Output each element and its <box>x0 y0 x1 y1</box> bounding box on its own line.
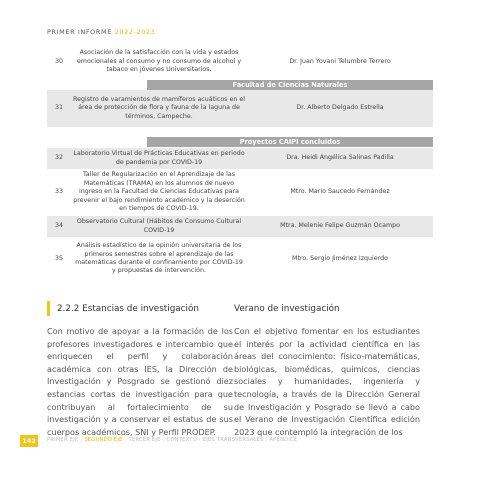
project-title: Laboratorio Virtual de Prácticas Educativas en periodo de pandemia por COVID-19 <box>73 150 245 166</box>
section-header-ciencias: Facultad de Ciencias Naturales <box>147 80 433 90</box>
row-number: 33 <box>54 188 63 196</box>
table-row <box>47 216 433 237</box>
projects-table <box>47 44 433 127</box>
project-responsible: Mtro. Mario Saucedo Fernández <box>290 188 390 196</box>
project-title: Taller de Regularización en el Aprendizaje de las Matemáticas (TRAMA) en los alumnos de nuevo ingreso en la Facultad de Ciencias Educativas para prevenir el bajo rendimiento académico y la deserción en tiempos de COVID-19. <box>73 171 245 213</box>
running-header <box>47 28 155 36</box>
tab-separator: | <box>265 437 268 443</box>
row-number: 31 <box>54 104 63 112</box>
accent-bar <box>47 301 50 316</box>
project-responsible: Dra. Heidi Angélica Salinas Padilla <box>286 154 394 162</box>
footer-tab[interactable]: APÉNDICE <box>269 437 298 443</box>
project-title: Registro de varamientos de mamíferos acuáticos en el área de protección de flora y fauna de la laguna de términos, Campeche. <box>73 95 245 120</box>
footer-tab[interactable]: CONTEXTO <box>166 437 197 443</box>
footer-tab[interactable]: PRIMER EJE <box>47 437 79 443</box>
project-responsible: Dr. Alberto Delgado Estrella <box>296 104 384 112</box>
section-header-caipi: Proyectos CAIPI concluidos <box>147 137 433 147</box>
tab-separator: | <box>124 437 127 443</box>
project-responsible: Mtra. Melenie Felipe Guzmán Ocampo <box>280 222 400 230</box>
tab-separator: | <box>162 437 165 443</box>
body-text-left: Con motivo de apoyar a la formación de los profesores investigadores e intercambio que enriquecen el perfil y colaboración académica con otras IES, la Dirección de Investigación y Posgrado se gestionó diez estancias cortas de investigación para que contribuyan al fortalecimiento de su investigación y a conservar el estatus de sus cuerpos académicos, SNI y Perfil PRODEP. <box>47 326 233 437</box>
project-responsible: Dr. Juan Yovani Telumbre Terrero <box>289 57 391 65</box>
table-row <box>47 90 433 127</box>
row-number: 34 <box>54 222 63 230</box>
table-row <box>47 44 433 80</box>
project-title: Análisis estadístico de la opinión universitaria de los primeros semestres sobre el aprendizaje de las matemáticas durante el confinamiento por COVID-19 y propuestas de intervención. <box>75 242 243 275</box>
page-footer <box>0 435 480 447</box>
heading-text: 2.2.2 Estancias de investigación <box>57 303 199 314</box>
caipi-table <box>47 137 433 281</box>
project-responsible: Mtro. Sergio Jiménez Izquierdo <box>292 254 388 262</box>
report-label: PRIMER INFORME <box>47 28 112 36</box>
footer-tab[interactable]: SEGUNDO EJE <box>84 437 123 443</box>
tab-separator: | <box>80 437 83 443</box>
footer-tab[interactable]: EJES TRANSVERSALES <box>202 437 264 443</box>
footer-nav <box>47 437 299 443</box>
section-heading-verano: Verano de investigación <box>234 304 340 314</box>
table-row <box>47 169 433 216</box>
table-row <box>47 237 433 281</box>
project-title: Asociación de la satisfacción con la vida y estados emocionales al consumo y no consumo de alcohol y tabaco en jóvenes Universitarios. <box>76 49 242 74</box>
tab-separator: | <box>198 437 201 443</box>
footer-tab[interactable]: TERCER EJE <box>128 437 161 443</box>
section-heading-estancias <box>47 301 199 316</box>
row-number: 35 <box>54 254 63 262</box>
project-title: Observatorio Cultural (Hábitos de Consumo Cultural COVID-19 <box>76 218 242 234</box>
table-row <box>47 148 433 169</box>
body-text-right: Con el objetivo fomentar en los estudiantes el interés por la actividad científica en las áreas del conocimiento: físico-matemáticas, biológicas, biomédicas, químicos, ciencias sociales y humanidades, ingeniería y tecnología, a través de la Dirección General de Investigación y Posgrado se llevó a cabo el Verano de Investigación Científica edición 2023 que contempló la integración de los <box>234 326 420 437</box>
row-number: 32 <box>54 154 63 162</box>
row-number: 30 <box>54 57 63 65</box>
page-number: 142 <box>20 435 38 447</box>
report-years: 2022-2023 <box>114 28 156 36</box>
